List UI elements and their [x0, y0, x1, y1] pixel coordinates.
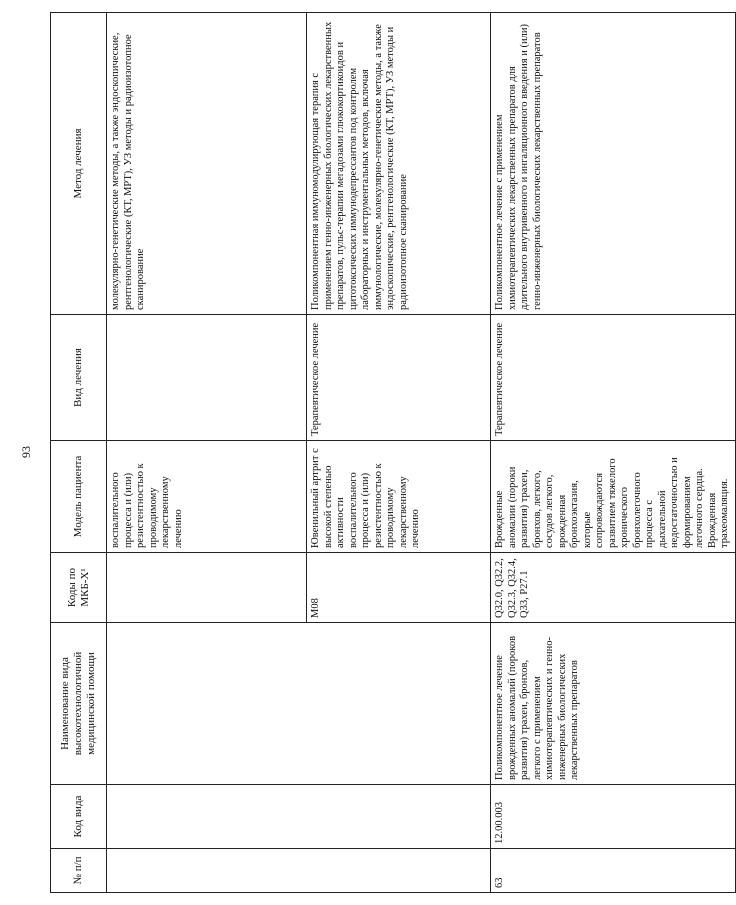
page-number: 93: [19, 446, 33, 458]
cell-name: [107, 623, 307, 785]
cell-treatment-type: Терапевтическое лечение: [491, 315, 736, 441]
cell-icd: Q32.0, Q32.2, Q32.3, Q32.4, Q33, P27.1: [491, 553, 736, 623]
cell-num: 63: [491, 849, 736, 893]
table-row: [307, 13, 491, 893]
cell-treatment-type: Терапевтическое лечение: [307, 315, 491, 441]
header-num: № п/п: [51, 849, 107, 893]
header-treatment-type: Вид лечения: [51, 315, 107, 441]
header-method: Метод лечения: [51, 13, 107, 315]
cell-code: [107, 785, 307, 849]
cell-name: [307, 623, 491, 785]
cell-icd: [107, 553, 307, 623]
cell-model: Врожденные аномалии (пороки развития) трахеи, бронхов, легкого, сосудов легкого, врожденная бронхоэктазия, которые сопровождаются развитием тяжелого хронического бронхолегочного процесса с дыхательной недостаточностью и формированием легочного сердца. Врожденная трахеомаляция.: [491, 441, 736, 553]
cell-method: молекулярно-генетические методы, а также эндоскопические, рентгенологические (КТ, МРТ), УЗ методы и радиоизотопное сканирование: [107, 13, 307, 315]
cell-icd: M08: [307, 553, 491, 623]
cell-code: 12.00.003: [491, 785, 736, 849]
cell-num: [107, 849, 307, 893]
header-icd: Коды по МКБ-Х¹: [51, 553, 107, 623]
header-code: Код вида: [51, 785, 107, 849]
cell-method: Поликомпонентная иммуномодулирующая терапия с применением генно-инженерных биологических лекарственных препаратов, пульс-терапии мегадозами глюкокортикоидов и цитотоксических иммунодепрессантов под контролем лабораторных и инструментальных методов, включая иммунологические, молекулярно-генетические методы, а также эндоскопические, рентгенологические (КТ, МРТ), УЗ методы и радиоизотопное сканирование: [307, 13, 491, 315]
cell-code: [307, 785, 491, 849]
rotated-page-content: [50, 13, 730, 893]
cell-num: [307, 849, 491, 893]
table-row: [491, 13, 736, 893]
cell-name: Поликомпонентное лечение врожденных аномалий (пороков развития) трахеи, бронхов, легкого с применением химиотерапевтических и генно-инженерных биологических лекарственных препаратов: [491, 623, 736, 785]
cell-model: воспалительного процесса и (или) резистентностью к проводимому лекарственному лечению: [107, 441, 307, 553]
medical-care-table: [50, 12, 736, 893]
cell-treatment-type: [107, 315, 307, 441]
cell-model: Ювенильный артрит с высокой степенью активности воспалительного процесса и (или) резистентностью к проводимому лекарственному лечению: [307, 441, 491, 553]
cell-method: Поликомпонентное лечение с применением химиотерапевтических лекарственных препаратов для длительного внутривенного и ингаляционного введения и (или) генно-инженерных биологических лекарственных препаратов: [491, 13, 736, 315]
table-row: [107, 13, 307, 893]
header-model: Модель пациента: [51, 441, 107, 553]
table-header-row: [51, 13, 107, 893]
header-name: Наименование вида высокотехнологичной медицинской помощи: [51, 623, 107, 785]
